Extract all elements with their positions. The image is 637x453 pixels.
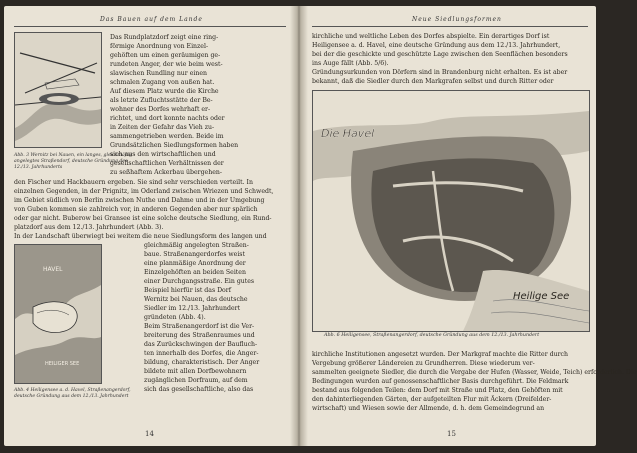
text-line: breiterung des Straßenraumes und: [144, 332, 255, 339]
figure1-caption: [14, 153, 133, 171]
text-line: eine planmäßige Anordnung der: [144, 260, 246, 267]
heiligensee-aerial-illustration: [312, 90, 590, 332]
text-line: von Guben kommen sie zahlreich vor, in anderen Gegenden aber nur spärlich: [14, 206, 258, 213]
text-line: Das Rundplatzdorf zeigt eine ring-: [110, 34, 219, 41]
text-line: bei der die geschickte und geschützte Lage zwischen den Seenflächen besonders: [312, 51, 568, 58]
text-line: bildung, charakteristisch. Der Anger: [144, 359, 260, 366]
text-line: richtet, und dort konnte nachts oder: [110, 115, 225, 122]
text-line: platzdorf aus dem 12./13. Jahrhundert (Abb. 3).: [14, 224, 164, 231]
text-line: oder gar nicht. Buberow bei Gransee ist eine solche deutsche Siedlung, ein Rund-: [14, 215, 272, 222]
figure3-caption: [324, 333, 586, 339]
text-line: das Zurückschwingen der Baufluch-: [144, 341, 258, 348]
text-line: Wernitz bei Nauen, das deutsche: [144, 296, 248, 303]
text-line: ins Auge fällt (Abb. 5/6).: [312, 60, 389, 67]
text-line: Grundsätzlichen Siedlungsformen haben: [110, 142, 239, 149]
text-line: bildete mit allen Dorfbewohnern: [144, 368, 247, 375]
text-line: Heiligensee a. d. Havel, eine deutsche Gründung aus dem 12./13. Jahrhundert,: [312, 42, 561, 49]
text-line: sich das gesellschaftliche, also das: [144, 386, 254, 393]
text-line: kirchliche Institutionen angesetzt wurden. Der Markgraf machte die Ritter durch: [312, 351, 569, 358]
text-line: bestand aus folgenden Teilen: dem Dorf mit Straße und Platz, den Gehöften mit: [312, 387, 563, 394]
text-line: schmalen Zugang von außen hat.: [110, 79, 215, 86]
right-text-top: [312, 32, 588, 86]
text-line: Beispiel hierfür ist das Dorf: [144, 287, 232, 294]
text-line: bekannt, daß die Siedler durch den Markgrafen selbst und durch Ritter oder: [312, 78, 554, 85]
left-page-number: 14: [145, 430, 154, 438]
text-line: Siedler im 12./13. Jahrhundert: [144, 305, 241, 312]
heiligensee-plan: [15, 245, 101, 383]
text-line: sammengetrieben werden. Beide im: [110, 133, 224, 140]
text-line: gesellschaftlichen Verhältnissen der: [110, 160, 224, 167]
figure2-caption-line: deutsche Gründung aus dem 12./13. Jahrhundert: [14, 394, 129, 399]
text-line: im Gebiet südlich von Berlin zwischen Nuthe und Dahme und in der Umgebung: [14, 197, 265, 204]
text-line: gründeten (Abb. 4).: [144, 314, 206, 321]
text-line: sich aus den wirtschaftlichen und: [110, 151, 216, 158]
text-line: ten innerhalb des Dorfes, die Anger-: [144, 350, 259, 357]
left-page: [4, 6, 296, 446]
text-line: den dahinterliegenden Gärten, der aufgeteilten Flur mit Äckern (Dreifelder-: [312, 396, 552, 403]
text-line: wohner des Dorfes wehrhaft er-: [110, 106, 211, 113]
text-line: slawischen Rundling nur einen: [110, 70, 207, 77]
text-line: Auf diesem Platz wurde die Kirche: [110, 88, 219, 95]
figure1-caption-line: Abb. 3 Wernitz bei Nauen, ein langes, gleichmäßig: [14, 153, 133, 158]
text-line: Gründungsurkunden von Dörfern sind in Brandenburg nicht erhalten. Es ist aber: [312, 69, 568, 76]
right-head-rule: [312, 26, 588, 27]
figure2-caption-line: Abb. 4 Heiligensee a. d. Havel, Straßenangerdorf,: [14, 388, 131, 393]
text-line: In der Landschaft überwiegt bei weitem die neue Siedlungsform des langen und: [14, 233, 267, 240]
book-gutter: [290, 6, 308, 446]
text-line: gleichmäßig angelegten Straßen-: [144, 242, 249, 249]
text-line: als letzte Zufluchtsstätte der Be-: [110, 97, 213, 104]
havel-label: HAVEL: [43, 266, 63, 273]
wernitz-map: [15, 33, 101, 147]
figure2-caption: [14, 388, 131, 400]
left-text-top: [110, 33, 286, 177]
left-running-head: Das Bauen auf dem Lande: [100, 16, 203, 23]
text-line: förmige Anordnung von Einzel-: [110, 43, 209, 50]
text-line: gehöften um einen geräumigen ge-: [110, 52, 221, 59]
text-line: zugänglichen Dorfraum, auf dem: [144, 377, 248, 384]
text-line: wirtschaft) und Wiesen sowie der Allmende, d. h. dem Gemeindegrund an: [312, 405, 545, 412]
text-line: einer Durchgangsstraße. Ein gutes: [144, 278, 255, 285]
text-line: rundeten Anger, der wie beim west-: [110, 61, 223, 68]
text-line: zu seßhaftem Ackerbau übergehen-: [110, 169, 222, 176]
text-line: Einzelgehöften an beiden Seiten: [144, 269, 246, 276]
text-line: Vergebung größerer Ländereien zu Grundherren. Diese wiederum ver-: [312, 360, 535, 367]
text-line: Beim Straßenangerdorf ist die Ver-: [144, 323, 255, 330]
text-line: baue. Straßenangerdorfes weist: [144, 251, 245, 258]
heilige-see-aerial-label: Heilige See: [513, 291, 570, 302]
left-head-rule: [14, 26, 286, 27]
right-running-head: Neue Siedlungsformen: [412, 16, 502, 23]
right-text-bottom: [312, 350, 637, 413]
heiliger-see-label: HEILIGER SEE: [45, 361, 80, 367]
right-page-number: 15: [447, 430, 456, 438]
text-line: Bedingungen wurden auf genossenschaftlicher Basis durchgeführt. Die Feldmark: [312, 378, 569, 385]
right-page: [302, 6, 637, 446]
text-line: in Zeiten der Gefahr das Vieh zu-: [110, 124, 215, 131]
text-line: sammelten geeignete Siedler, die durch die Vergabe der Hufen (Wasser, Weide, Teich) erforderlich. Die: [312, 369, 637, 376]
figure3-caption-line: Abb. 6 Heiligensee, Straßenangerdorf, deutsche Gründung aus dem 12./13. Jahrhundert: [324, 333, 540, 338]
text-line: den Fischer und Hackbauern ergeben. Sie sind sehr verschieden verteilt. In: [14, 179, 253, 186]
text-line: kirchliche und weltliche Leben des Dorfes abspielte. Ein derartiges Dorf ist: [312, 33, 550, 40]
left-text-bottom: [144, 241, 286, 394]
figure1-caption-line: 12./13. Jahrhunderts: [14, 165, 63, 170]
aerial-drawing: [313, 91, 589, 331]
text-line: einzelnen Gegenden, in der Prignitz, im Oderland zwischen Wriezen und Schwedt,: [14, 188, 274, 195]
wernitz-map-figure: [14, 32, 102, 148]
heiligensee-plan-figure: [14, 244, 102, 384]
figure1-caption-line: angelegtes Straßendorf, deutsche Gründung des: [14, 159, 128, 164]
left-text-full: [14, 178, 286, 241]
havel-aerial-label: Die Havel: [321, 127, 375, 140]
